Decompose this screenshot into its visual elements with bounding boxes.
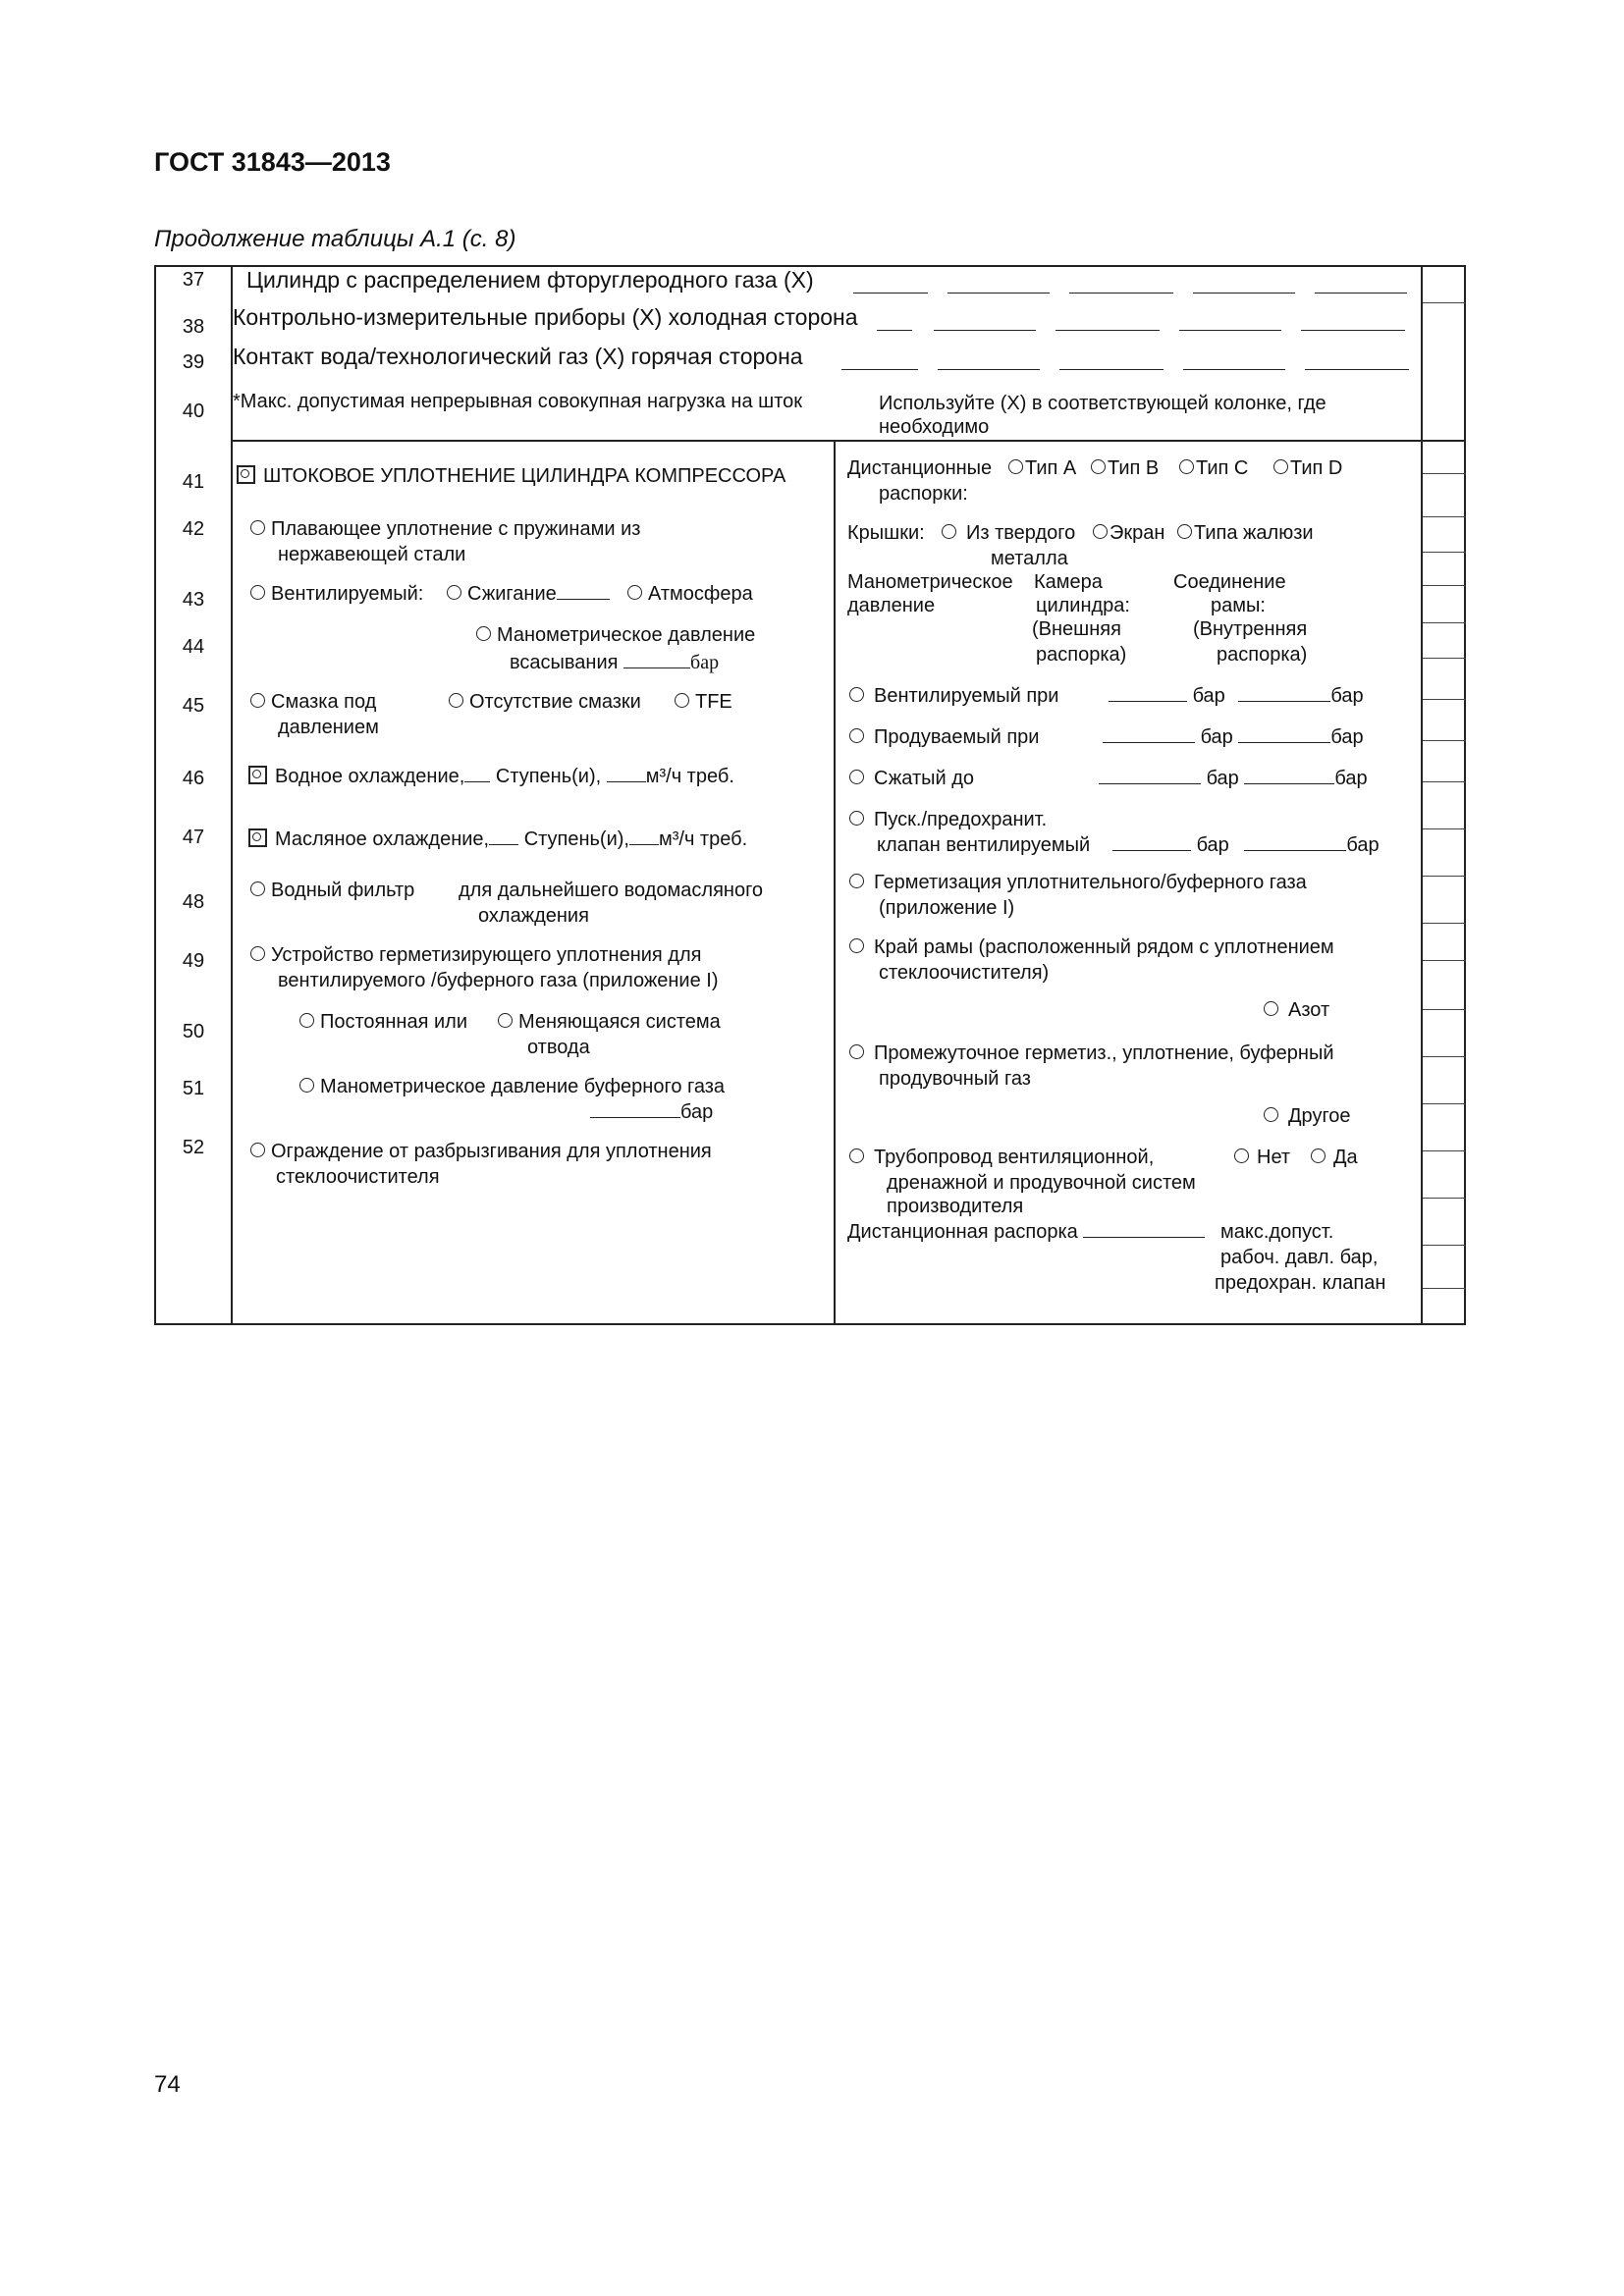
radio-icon[interactable] bbox=[1311, 1148, 1326, 1163]
row-number: 48 bbox=[182, 891, 205, 913]
compressed-to-blank-1[interactable] bbox=[1099, 766, 1201, 784]
row-number: 49 bbox=[182, 950, 205, 972]
gauge-header-cont: давление bbox=[847, 595, 936, 616]
radio-icon[interactable] bbox=[1264, 1107, 1278, 1122]
screen-option[interactable] bbox=[1093, 520, 1164, 547]
row-38-blank[interactable] bbox=[934, 328, 1036, 331]
section-divider bbox=[231, 440, 1464, 442]
water-stages-blank[interactable] bbox=[464, 764, 490, 782]
vented-label: Вентилируемый: bbox=[271, 583, 424, 605]
type-d-option[interactable] bbox=[1273, 455, 1342, 482]
piping-option[interactable] bbox=[849, 1145, 1154, 1171]
start-valve-fields bbox=[1112, 832, 1380, 859]
radio-icon[interactable] bbox=[250, 1143, 265, 1157]
compressed-to-blank-2[interactable] bbox=[1244, 766, 1334, 784]
vented-option[interactable] bbox=[250, 581, 423, 608]
start-valve-option[interactable] bbox=[849, 807, 1047, 833]
buffer-pressure-unit: бар bbox=[680, 1101, 714, 1123]
radio-icon[interactable] bbox=[1091, 459, 1106, 474]
compressed-to-label: Сжатый до bbox=[874, 768, 975, 789]
water-cooling-label: Водное охлаждение, bbox=[275, 766, 465, 787]
lube-label: Смазка под bbox=[271, 691, 377, 713]
radio-icon[interactable] bbox=[942, 524, 956, 539]
checked-box-icon[interactable] bbox=[248, 766, 267, 784]
louver-option[interactable] bbox=[1177, 520, 1314, 547]
row-37-blank[interactable] bbox=[1069, 291, 1173, 294]
splash-guard-option[interactable] bbox=[250, 1139, 712, 1165]
covers-label: Крышки: bbox=[847, 522, 925, 544]
burn-label: Сжигание bbox=[467, 583, 557, 605]
unit-bar: бар bbox=[1200, 726, 1233, 748]
vented-at-label: Вентилируемый при bbox=[874, 685, 1059, 707]
max-pressure-note-2: рабоч. давл. бар, bbox=[1220, 1247, 1379, 1268]
unit-bar: бар bbox=[1330, 726, 1364, 748]
radio-icon[interactable] bbox=[250, 520, 265, 535]
chamber-header-4: распорка) bbox=[1036, 644, 1127, 666]
radio-icon[interactable] bbox=[849, 687, 864, 702]
frame-header-3: (Внутренняя bbox=[1193, 618, 1308, 640]
purged-at-blank-1[interactable] bbox=[1103, 724, 1195, 743]
row-number: 41 bbox=[182, 471, 205, 493]
checked-box-icon[interactable] bbox=[248, 828, 267, 847]
table-caption: Продолжение таблицы А.1 (с. 8) bbox=[154, 226, 516, 252]
chamber-header: Камера bbox=[1034, 571, 1103, 593]
form-table bbox=[154, 265, 1466, 1325]
row-number: 45 bbox=[182, 695, 205, 717]
radio-icon[interactable] bbox=[1234, 1148, 1249, 1163]
no-lube-option[interactable] bbox=[449, 689, 641, 716]
row-number: 52 bbox=[182, 1137, 205, 1158]
row-39-blank[interactable] bbox=[1183, 367, 1285, 370]
radio-icon[interactable] bbox=[627, 585, 642, 600]
frame-edge-option[interactable] bbox=[849, 934, 1334, 961]
chamber-header-3: (Внешняя bbox=[1032, 618, 1121, 640]
chamber-header-2: цилиндра: bbox=[1036, 595, 1130, 616]
check-line bbox=[1423, 585, 1466, 586]
seal-gas-option[interactable] bbox=[849, 870, 1307, 896]
row-37-blank[interactable] bbox=[1193, 291, 1295, 294]
oil-cooling-row bbox=[248, 827, 747, 853]
row-40-instruction-cont: необходимо bbox=[879, 416, 990, 438]
unit-bar: бар bbox=[1206, 768, 1239, 789]
row-40-note: *Макс. допустимая непрерывная совокупная нагрузка на шток bbox=[233, 391, 802, 412]
piping-label-cont-2: производителя bbox=[887, 1196, 1024, 1217]
row-37-label: Цилиндр с распределением фторуглеродного газа (X) bbox=[246, 267, 814, 293]
nitrogen-label: Азот bbox=[1288, 999, 1330, 1021]
louver-label: Типа жалюзи bbox=[1194, 522, 1314, 544]
start-valve-blank-1[interactable] bbox=[1112, 832, 1191, 851]
unit-bar: бар bbox=[1330, 685, 1364, 707]
changing-label-cont: отвода bbox=[527, 1037, 590, 1058]
row-number: 42 bbox=[182, 518, 205, 540]
row-38-blank[interactable] bbox=[877, 328, 912, 331]
check-line bbox=[1423, 923, 1466, 924]
buffer-pressure-field bbox=[590, 1099, 713, 1126]
row-38-blank[interactable] bbox=[1179, 328, 1281, 331]
oil-cooling-label: Масляное охлаждение, bbox=[275, 828, 490, 850]
gauge-header: Манометрическое bbox=[847, 571, 1013, 593]
seal-gas-label: Герметизация уплотнительного/буферного газа bbox=[874, 872, 1307, 893]
check-line bbox=[1423, 1150, 1466, 1151]
check-line bbox=[1423, 552, 1466, 553]
solid-label: Из твердого bbox=[966, 522, 1076, 544]
row-number: 38 bbox=[182, 316, 205, 338]
water-cooling-row bbox=[248, 764, 734, 790]
atmosphere-label: Атмосфера bbox=[648, 583, 753, 605]
row-number: 40 bbox=[182, 400, 205, 422]
suction-unit: бар bbox=[690, 652, 720, 673]
col-divider-number bbox=[231, 267, 233, 1323]
oil-stages-blank[interactable] bbox=[489, 827, 518, 845]
distance-spacer-label: Дистанционная распорка bbox=[847, 1221, 1078, 1243]
row-40-instruction: Используйте (X) в соответствующей колонке, где bbox=[879, 393, 1326, 414]
max-pressure-note: макс.допуст. bbox=[1220, 1221, 1334, 1243]
intermediate-label: Промежуточное герметиз., уплотнение, буферный bbox=[874, 1042, 1334, 1064]
other-option[interactable] bbox=[1264, 1103, 1351, 1130]
suction-pressure-field bbox=[510, 650, 719, 676]
radio-icon[interactable] bbox=[476, 626, 491, 641]
row-number: 46 bbox=[182, 768, 205, 789]
seal-device-label-cont: вентилируемого /буферного газа (приложение I) bbox=[278, 970, 719, 991]
radio-icon[interactable] bbox=[1264, 1001, 1278, 1016]
check-line bbox=[1423, 740, 1466, 741]
row-39-blank[interactable] bbox=[938, 367, 1040, 370]
constant-label: Постоянная или bbox=[320, 1011, 467, 1033]
radio-icon[interactable] bbox=[1179, 459, 1194, 474]
row-number: 43 bbox=[182, 589, 205, 611]
changing-option[interactable] bbox=[498, 1009, 721, 1036]
seal-gas-label-cont: (приложение I) bbox=[879, 897, 1015, 919]
compressed-to-fields bbox=[1099, 766, 1368, 792]
check-line bbox=[1423, 1198, 1466, 1199]
check-line bbox=[1423, 658, 1466, 659]
buffer-pressure-option[interactable] bbox=[299, 1074, 725, 1100]
radio-icon[interactable] bbox=[250, 946, 265, 961]
row-number: 39 bbox=[182, 351, 205, 373]
check-line bbox=[1423, 828, 1466, 829]
row-number: 44 bbox=[182, 636, 205, 658]
row-number: 37 bbox=[182, 269, 205, 291]
floating-seal-option[interactable] bbox=[250, 516, 640, 543]
oil-stages-label: Ступень(и), bbox=[523, 828, 629, 850]
tfe-label: TFE bbox=[695, 691, 732, 713]
atmosphere-option[interactable] bbox=[627, 581, 753, 608]
row-number: 51 bbox=[182, 1078, 205, 1099]
radio-icon[interactable] bbox=[250, 693, 265, 708]
row-38-blank[interactable] bbox=[1301, 328, 1405, 331]
row-number: 47 bbox=[182, 827, 205, 848]
tfe-option[interactable] bbox=[675, 689, 732, 716]
vented-at-option[interactable] bbox=[849, 683, 1058, 710]
type-b-option[interactable] bbox=[1091, 455, 1159, 482]
check-line bbox=[1423, 302, 1466, 303]
suction-label: всасывания bbox=[510, 652, 619, 673]
radio-icon[interactable] bbox=[1177, 524, 1192, 539]
solid-label-cont: металла bbox=[991, 548, 1068, 569]
start-valve-label: Пуск./предохранит. bbox=[874, 809, 1048, 830]
no-lube-label: Отсутствие смазки bbox=[469, 691, 641, 713]
buffer-pressure-blank[interactable] bbox=[590, 1099, 680, 1118]
type-c-label: Тип С bbox=[1196, 457, 1249, 479]
frame-header: Соединение bbox=[1173, 571, 1286, 593]
radio-icon[interactable] bbox=[1273, 459, 1288, 474]
piping-yes-option[interactable] bbox=[1311, 1145, 1358, 1171]
changing-label: Меняющаяся система bbox=[518, 1011, 721, 1033]
seal-device-label: Устройство герметизирующего уплотнения для bbox=[271, 944, 702, 966]
frame-header-4: распорка) bbox=[1217, 644, 1308, 666]
nitrogen-option[interactable] bbox=[1264, 997, 1329, 1024]
water-flow-unit: м³/ч треб. bbox=[645, 766, 734, 787]
spacer-label-cont: распорки: bbox=[879, 483, 968, 505]
water-filter-label: Водный фильтр bbox=[271, 880, 415, 901]
radio-icon[interactable] bbox=[849, 811, 864, 826]
check-line bbox=[1423, 781, 1466, 782]
type-d-label: Тип D bbox=[1290, 457, 1343, 479]
radio-icon[interactable] bbox=[849, 1148, 864, 1163]
radio-icon[interactable] bbox=[849, 938, 864, 953]
buffer-pressure-label: Манометрическое давление буферного газа bbox=[320, 1076, 726, 1097]
splash-guard-label-cont: стеклоочистителя bbox=[276, 1166, 440, 1188]
row-39-label: Контакт вода/технологический газ (X) горячая сторона bbox=[233, 344, 803, 369]
distance-spacer-row bbox=[847, 1219, 1205, 1246]
row-number: 50 bbox=[182, 1021, 205, 1042]
row-37-blank[interactable] bbox=[947, 291, 1050, 294]
solid-option[interactable] bbox=[942, 520, 1075, 547]
radio-icon[interactable] bbox=[299, 1013, 314, 1028]
check-line bbox=[1423, 699, 1466, 700]
water-stages-label: Ступень(и), bbox=[495, 766, 602, 787]
frame-edge-label: Край рамы (расположенный рядом с уплотнением bbox=[874, 936, 1334, 958]
vented-at-blank-1[interactable] bbox=[1109, 683, 1187, 702]
purged-at-fields bbox=[1103, 724, 1364, 751]
suction-pressure-option[interactable] bbox=[476, 622, 755, 649]
start-valve-label-cont: клапан вентилируемый bbox=[877, 834, 1091, 856]
vented-at-blank-2[interactable] bbox=[1238, 683, 1330, 702]
oil-flow-blank[interactable] bbox=[629, 827, 659, 845]
frame-header-2: рамы: bbox=[1211, 595, 1266, 616]
compressed-to-option[interactable] bbox=[849, 766, 974, 792]
piping-label-cont: дренажной и продувочной систем bbox=[887, 1172, 1196, 1194]
purged-at-blank-2[interactable] bbox=[1238, 724, 1330, 743]
start-valve-blank-2[interactable] bbox=[1244, 832, 1346, 851]
check-line bbox=[1423, 1009, 1466, 1010]
other-label: Другое bbox=[1288, 1105, 1351, 1127]
check-line bbox=[1423, 1056, 1466, 1057]
water-filter-note: для дальнейшего водомасляного bbox=[459, 880, 764, 901]
burn-option[interactable] bbox=[447, 581, 610, 608]
row-37-blank[interactable] bbox=[853, 291, 928, 294]
row-39-blank[interactable] bbox=[841, 367, 918, 370]
rod-seal-title-text: ШТОКОВОЕ УПЛОТНЕНИЕ ЦИЛИНДРА КОМПРЕССОРА bbox=[263, 465, 786, 487]
yes-label: Да bbox=[1333, 1147, 1358, 1168]
type-a-option[interactable] bbox=[1008, 455, 1076, 482]
radio-icon[interactable] bbox=[299, 1078, 314, 1093]
radio-icon[interactable] bbox=[250, 585, 265, 600]
no-label: Нет bbox=[1257, 1147, 1291, 1168]
suction-blank[interactable] bbox=[623, 650, 690, 668]
frame-edge-label-cont: стеклоочистителя) bbox=[879, 962, 1050, 984]
type-b-label: Тип В bbox=[1108, 457, 1160, 479]
radio-icon[interactable] bbox=[849, 874, 864, 888]
water-flow-blank[interactable] bbox=[607, 764, 646, 782]
radio-icon[interactable] bbox=[849, 728, 864, 743]
unit-bar: бар bbox=[1346, 834, 1380, 856]
row-37-blank[interactable] bbox=[1315, 291, 1407, 294]
seal-device-option[interactable] bbox=[250, 942, 701, 969]
check-line bbox=[1423, 960, 1466, 961]
col-divider-mid bbox=[834, 440, 836, 1323]
radio-icon[interactable] bbox=[1008, 459, 1023, 474]
purged-at-label: Продуваемый при bbox=[874, 726, 1040, 748]
vented-at-fields bbox=[1109, 683, 1364, 710]
constant-option[interactable] bbox=[299, 1009, 467, 1036]
row-38-label: Контрольно-измерительные приборы (X) холодная сторона bbox=[233, 304, 858, 330]
checked-box-icon[interactable] bbox=[237, 465, 255, 484]
unit-bar: бар bbox=[1192, 685, 1225, 707]
screen-label: Экран bbox=[1110, 522, 1165, 544]
check-line bbox=[1423, 622, 1466, 623]
radio-icon[interactable] bbox=[250, 881, 265, 896]
check-line bbox=[1423, 1288, 1466, 1289]
radio-icon[interactable] bbox=[849, 770, 864, 784]
radio-icon[interactable] bbox=[447, 585, 461, 600]
oil-flow-unit: м³/ч треб. bbox=[658, 828, 748, 850]
check-line bbox=[1423, 473, 1466, 474]
radio-icon[interactable] bbox=[675, 693, 689, 708]
type-c-option[interactable] bbox=[1179, 455, 1248, 482]
lube-label-cont: давлением bbox=[278, 717, 379, 738]
piping-no-option[interactable] bbox=[1234, 1145, 1290, 1171]
purged-at-option[interactable] bbox=[849, 724, 1039, 751]
radio-icon[interactable] bbox=[498, 1013, 513, 1028]
check-line bbox=[1423, 876, 1466, 877]
splash-guard-label: Ограждение от разбрызгивания для уплотнения bbox=[271, 1141, 712, 1162]
water-filter-option[interactable] bbox=[250, 878, 414, 904]
lube-option[interactable] bbox=[250, 689, 376, 716]
unit-bar: бар bbox=[1334, 768, 1368, 789]
radio-icon[interactable] bbox=[849, 1044, 864, 1059]
page-number: 74 bbox=[154, 2071, 181, 2098]
max-pressure-note-3: предохран. клапан bbox=[1215, 1272, 1386, 1294]
type-a-label: Тип А bbox=[1025, 457, 1077, 479]
col-divider-check bbox=[1421, 267, 1423, 1323]
unit-bar: бар bbox=[1196, 834, 1229, 856]
intermediate-label-cont: продувочный газ bbox=[879, 1068, 1031, 1090]
radio-icon[interactable] bbox=[449, 693, 463, 708]
piping-label: Трубопровод вентиляционной, bbox=[874, 1147, 1155, 1168]
radio-icon[interactable] bbox=[1093, 524, 1108, 539]
spacer-label: Дистанционные bbox=[847, 457, 993, 479]
water-filter-note-cont: охлаждения bbox=[478, 905, 589, 927]
row-38-blank[interactable] bbox=[1056, 328, 1160, 331]
distance-spacer-blank[interactable] bbox=[1083, 1219, 1205, 1238]
check-line bbox=[1423, 1245, 1466, 1246]
check-line bbox=[1423, 1103, 1466, 1104]
document-header: ГОСТ 31843—2013 bbox=[154, 147, 391, 177]
floating-seal-label: Плавающее уплотнение с пружинами из bbox=[271, 518, 641, 540]
floating-seal-label-cont: нержавеющей стали bbox=[278, 544, 466, 565]
suction-pressure-label: Манометрическое давление bbox=[497, 624, 756, 646]
row-39-blank[interactable] bbox=[1059, 367, 1164, 370]
row-39-blank[interactable] bbox=[1305, 367, 1409, 370]
check-line bbox=[1423, 516, 1466, 517]
burn-blank[interactable] bbox=[557, 581, 610, 600]
intermediate-option[interactable] bbox=[849, 1041, 1334, 1067]
